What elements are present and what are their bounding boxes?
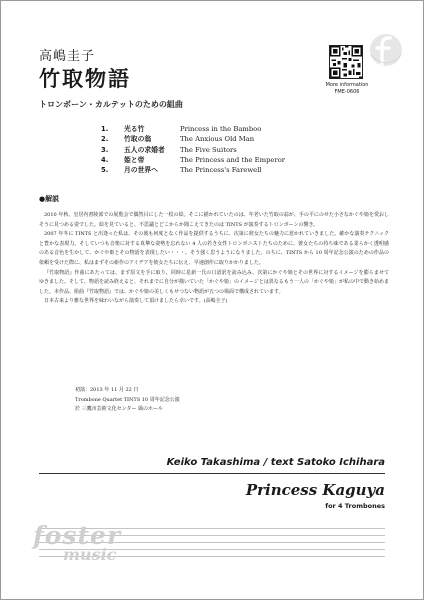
movement-number: 3. (101, 145, 109, 154)
movement-number: 2. (101, 135, 109, 144)
movement-row (101, 145, 285, 155)
movement-title-en: Princess in the Bamboo (180, 125, 262, 133)
movement-title-en: The Princess's Farewell (180, 166, 262, 175)
publisher-f-logo-icon (367, 31, 405, 73)
movement-title-jp: 月の世界へ (124, 166, 158, 175)
movement-row (101, 134, 285, 144)
movement-number: 5. (101, 166, 109, 175)
publisher-logo-word: music (63, 545, 117, 564)
title-jp: 竹取物語 (39, 66, 131, 91)
movement-row (101, 155, 285, 165)
composer-name-jp: 高嶋圭子 (39, 49, 96, 64)
movement-row (101, 124, 285, 134)
qr-code-icon[interactable] (329, 45, 363, 79)
movement-number: 1. (101, 125, 109, 133)
movement-number: 4. (101, 155, 109, 164)
notes-paragraph: 2007 年冬に TINTS と出逢った私は、その後も何度となく作品を提供するうちに、次第に彼女たちの魅力に惹かれていきました。確かな演奏テクニックと豊かな表現力。そしていつも音楽に対する真摯な姿勢を忘れない 4 人の若き女性トロンボニストたちのために、彼女たちの持ち味である柔らかく透明感のある音色を生かして、かぐや姫とその物語を表現したい・・・。そう強く思うようになりました。のちに、TINTS から 10 周年記念公演のための作品の依頼を受けた際に、私はまずその新作のアイデアを彼女たちに伝え、早速創作に取りかかりました。 (39, 231, 389, 266)
premiere-date: 初演：2013 年 11 月 22 日 (75, 387, 139, 393)
movement-title-jp: 竹取の翁 (124, 135, 152, 144)
movement-title-en: The Princess and the Emperor (180, 155, 286, 164)
more-information-label: More information (325, 82, 369, 88)
notes-paragraph: 『竹取物語』作曲にあたっては、まず原文を手に取り、同時に星新一氏の口語訳を読み込み、次第にかぐや姫とその世界に対するイメージを膨らませてゆきました。そして、物語を読み終えると、それまでに自分が描いていた「かぐや姫」のイメージとは異なるもう一人の「かぐや姫」が私の中で動き始めました。本作品、組曲『竹取物語』では、かぐや姫の美しくもせつない物語が五つの場面で構成されています。 (39, 269, 389, 295)
premiere-venue: 於 三鷹市芸術文化センター 風のホール (75, 406, 163, 413)
instrumentation: for 4 Trombones (325, 502, 385, 510)
movement-title-en: The Anxious Old Man (180, 135, 255, 144)
notes-heading: ●解説 (39, 195, 60, 203)
premiere-event: Trombone Quartet TINTS 10 周年記念公演 (75, 396, 180, 403)
more-information (315, 82, 379, 96)
composer-credit: Keiko Takashima / text Satoko Ichihara (166, 457, 385, 468)
publisher-logo-word: foster (33, 521, 122, 550)
movement-title-en: The Five Suitors (180, 145, 237, 154)
notes-paragraph: 日本古来より雅な世界を味わいながら演奏して頂けましたら幸いです。(高嶋圭子) (44, 298, 228, 305)
title-en: Princess Kaguya (245, 481, 385, 499)
movement-list (101, 124, 285, 175)
premiere-info (75, 386, 180, 415)
movement-title-jp: 光る竹 (124, 125, 145, 133)
catalog-number: FME-0606 (334, 89, 360, 95)
publisher-logo (33, 523, 121, 562)
movement-title-jp: 五人の求婚者 (124, 145, 165, 154)
movement-row (101, 165, 285, 175)
program-notes (39, 211, 389, 307)
movement-title-jp: 姫と帝 (124, 155, 145, 164)
divider (39, 473, 385, 474)
subtitle-jp: トロンボーン・カルテットのための組曲 (39, 100, 183, 109)
notes-paragraph: 2010 年秋、皇居内書陵部での展覧会で偶然目にした一枚の絵。そこに描かれていたのは、年老いた竹取の翁が、手の平にのせた小さなかぐや姫を愛おしそうに見つめる姿でした。絵を見ていると、不思議とどこからか聞こえてきたのは TINTS が演奏するトロンボーンの響き。 (39, 212, 389, 228)
